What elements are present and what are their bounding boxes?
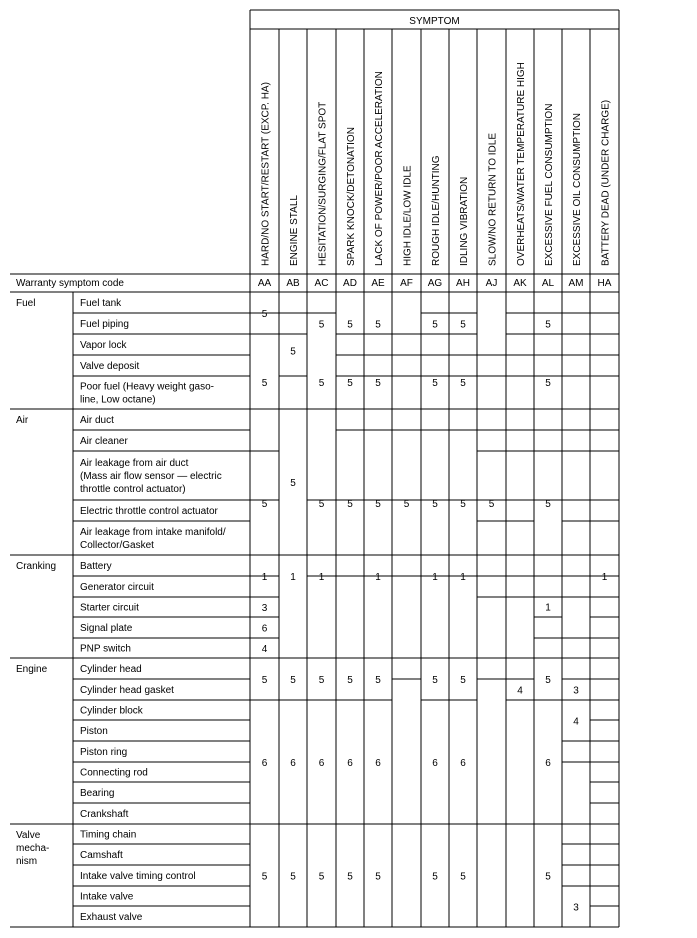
priority-value: 5 (261, 871, 268, 883)
symptom-code: HA (597, 278, 612, 289)
group-label: Valve (16, 830, 41, 841)
symptom-name: OVERHEATS/WATER TEMPERATURE HIGH (516, 62, 527, 266)
priority-value: 5 (432, 675, 438, 686)
priority-value: 5 (318, 499, 325, 510)
item-label: Intake valve (80, 891, 134, 903)
item-label: Electric throttle control actuator (80, 506, 218, 517)
item-label: Air duct (80, 415, 114, 426)
priority-value: 5 (460, 378, 466, 389)
priority-value: 5 (261, 499, 268, 510)
item-label: Collector/Gasket (80, 540, 154, 551)
symptom-code: AJ (485, 278, 498, 289)
warranty-symptom-code-label: Warranty symptom code (16, 278, 124, 289)
item-label: Fuel piping (80, 319, 129, 330)
group-label: mecha- (16, 843, 50, 854)
item-label: Generator circuit (80, 582, 154, 593)
symptom-name: IDLING VIBRATION (459, 176, 470, 266)
item-label: Timing chain (80, 829, 137, 841)
symptom-code: AG (427, 278, 443, 289)
priority-value: 3 (573, 902, 579, 914)
priority-value: 6 (375, 758, 381, 769)
item-label: Battery (80, 561, 112, 572)
symptom-code: AF (400, 278, 413, 289)
symptom-code: AC (314, 278, 329, 289)
symptom-name: SLOW/NO RETURN TO IDLE (487, 133, 499, 266)
symptom-name: HIGH IDLE/LOW IDLE (402, 165, 414, 266)
priority-value: 5 (318, 319, 325, 331)
symptom-name: ROUGH IDLE/HUNTING (431, 155, 442, 266)
item-label: Vapor lock (80, 340, 127, 351)
item-label: Cylinder head gasket (80, 685, 174, 696)
group-label: Fuel (16, 298, 36, 309)
symptom-name: BATTERY DEAD (UNDER CHARGE) (600, 99, 612, 266)
priority-value: 4 (573, 716, 579, 728)
symptom-code: AA (257, 278, 272, 289)
symptom-code: AB (286, 278, 300, 289)
priority-value: 6 (261, 758, 268, 769)
priority-value: 5 (375, 871, 381, 883)
priority-value: 5 (261, 675, 268, 686)
group-label: Air (16, 415, 29, 426)
priority-value: 5 (375, 499, 381, 510)
priority-value: 5 (545, 378, 551, 389)
symptom-name: EXCESSIVE FUEL CONSUMPTION (544, 103, 555, 266)
priority-value: 5 (460, 499, 466, 510)
priority-value: 5 (318, 378, 325, 389)
priority-value: 5 (318, 871, 325, 883)
item-label: Starter circuit (80, 602, 139, 614)
priority-value: 6 (318, 758, 325, 769)
priority-value: 5 (403, 499, 410, 510)
priority-value: 3 (573, 685, 579, 697)
item-label: Intake valve timing control (80, 871, 196, 882)
item-label: line, Low octane) (80, 394, 156, 406)
priority-value: 5 (347, 378, 353, 389)
priority-value: 6 (432, 758, 438, 769)
priority-value: 4 (517, 685, 523, 697)
priority-value: 5 (488, 499, 495, 510)
priority-value: 1 (290, 572, 296, 583)
item-label: Exhaust valve (80, 912, 143, 923)
priority-value: 1 (601, 572, 608, 583)
symptom-name: LACK OF POWER/POOR ACCELERATION (374, 71, 385, 266)
item-label: Valve deposit (80, 361, 140, 372)
item-label: PNP switch (80, 643, 131, 655)
item-label: throttle control actuator) (80, 484, 186, 495)
priority-value: 5 (261, 309, 268, 320)
item-label: Camshaft (80, 850, 123, 861)
priority-value: 5 (432, 871, 438, 883)
priority-value: 5 (460, 319, 466, 331)
item-label: Signal plate (80, 623, 133, 634)
priority-value: 5 (545, 499, 551, 510)
priority-value: 6 (261, 623, 268, 635)
symptom-name: EXCESSIVE OIL CONSUMPTION (572, 113, 583, 266)
priority-value: 5 (545, 319, 551, 331)
priority-value: 5 (460, 675, 466, 686)
item-label: Piston ring (80, 747, 128, 758)
priority-value: 4 (261, 644, 268, 655)
priority-value: 6 (545, 758, 551, 769)
symptom-code: AL (541, 278, 555, 289)
priority-value: 5 (432, 499, 438, 510)
symptom-name: SPARK KNOCK/DETONATION (346, 127, 357, 266)
symptom-code: AH (456, 278, 470, 289)
priority-value: 5 (290, 478, 296, 489)
priority-value: 5 (290, 346, 296, 358)
priority-value: 5 (460, 871, 466, 883)
priority-value: 1 (375, 572, 381, 583)
priority-value: 5 (432, 378, 438, 389)
symptom-code: AK (513, 278, 527, 289)
item-label: (Mass air flow sensor — electric (80, 471, 222, 482)
priority-value: 5 (290, 675, 296, 686)
symptom-name: HARD/NO START/RESTART (EXCP. HA) (260, 82, 272, 266)
priority-value: 5 (375, 378, 381, 389)
priority-value: 1 (318, 572, 325, 583)
priority-value: 3 (261, 603, 268, 614)
item-label: Fuel tank (80, 298, 122, 309)
symptom-name: HESITATION/SURGING/FLAT SPOT (317, 101, 329, 266)
priority-value: 5 (375, 319, 381, 331)
priority-value: 5 (432, 319, 438, 331)
group-label: nism (16, 856, 38, 867)
item-label: Cylinder head (80, 664, 142, 675)
priority-value: 5 (545, 871, 551, 883)
priority-value: 1 (545, 602, 551, 614)
item-label: Crankshaft (80, 809, 129, 820)
item-label: Piston (80, 726, 108, 737)
item-label: Cylinder block (80, 705, 143, 717)
priority-value: 6 (460, 758, 466, 769)
priority-value: 5 (347, 499, 353, 510)
priority-value: 5 (347, 675, 353, 686)
priority-value: 1 (460, 572, 466, 583)
symptom-header: SYMPTOM (409, 16, 460, 27)
priority-value: 5 (545, 675, 551, 686)
symptom-name: ENGINE STALL (289, 195, 300, 266)
item-label: Bearing (80, 788, 115, 799)
symptom-code: AD (343, 278, 357, 289)
priority-value: 5 (290, 871, 296, 883)
item-label: Air leakage from intake manifold/ (80, 527, 226, 538)
item-label: Air cleaner (80, 436, 128, 447)
priority-value: 5 (347, 319, 353, 331)
symptom-code: AM (568, 278, 584, 289)
priority-value: 5 (375, 675, 381, 686)
item-label: Poor fuel (Heavy weight gaso- (80, 381, 214, 393)
priority-value: 5 (318, 675, 325, 686)
group-label: Cranking (16, 561, 57, 572)
item-label: Air leakage from air duct (80, 458, 189, 469)
group-label: Engine (16, 664, 48, 675)
priority-value: 5 (261, 378, 268, 389)
item-label: Connecting rod (80, 767, 148, 779)
priority-value: 1 (432, 572, 438, 583)
priority-value: 6 (347, 758, 353, 769)
priority-value: 6 (290, 758, 296, 769)
priority-value: 5 (347, 871, 353, 883)
symptom-code: AE (371, 278, 385, 289)
priority-value: 1 (261, 572, 268, 583)
